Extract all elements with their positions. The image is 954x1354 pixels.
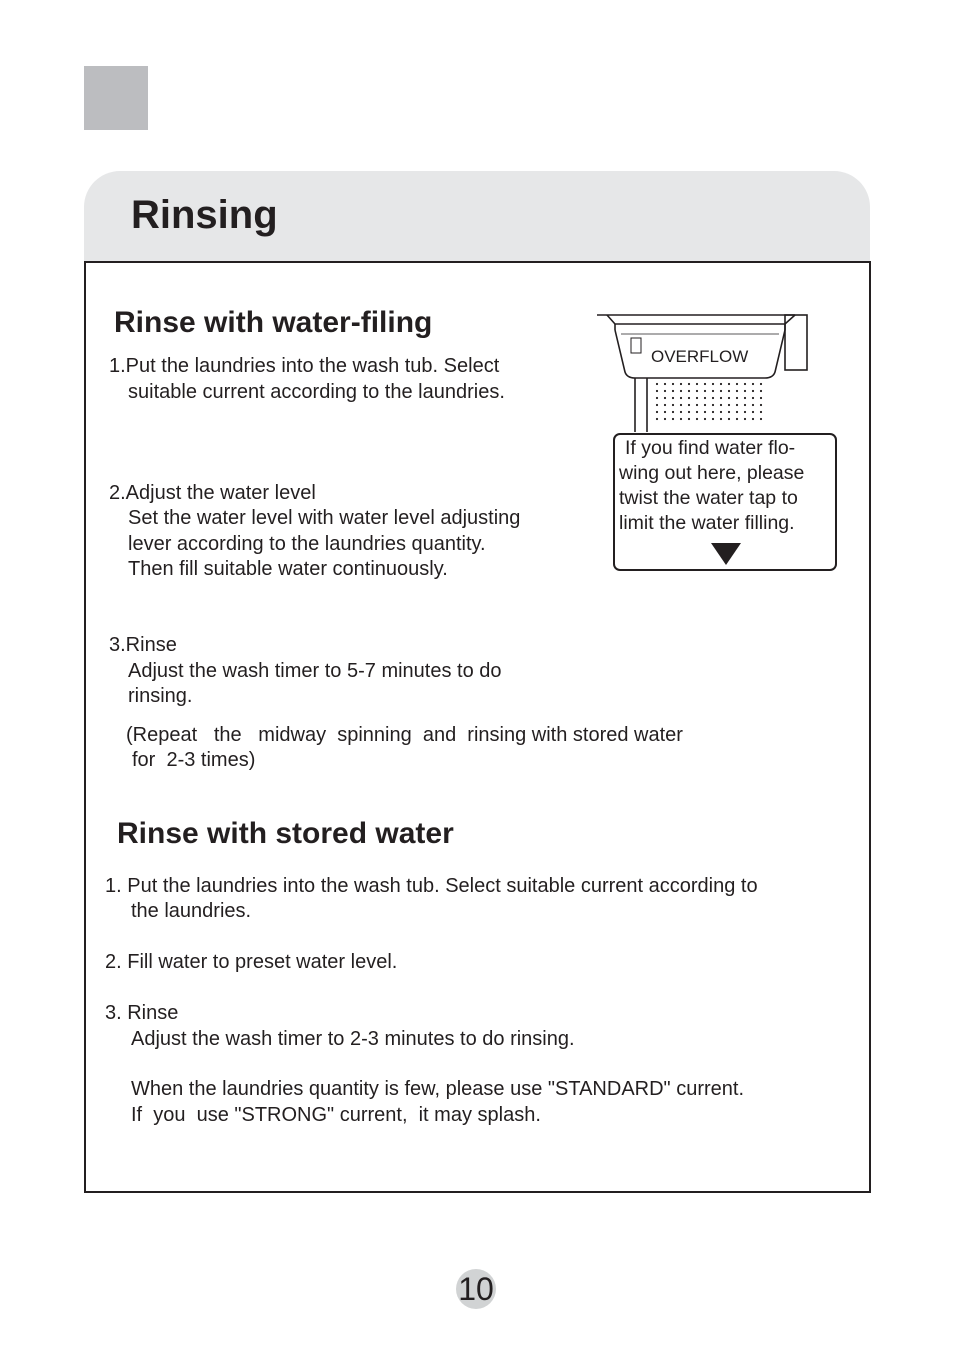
section-heading-stored-water: Rinse with stored water [117,817,454,850]
page-title: Rinsing [131,193,278,237]
down-arrow-icon [711,543,741,565]
page-number: 10 [458,1271,494,1307]
water-filing-step3-title: 3.Rinse [109,634,177,656]
stored-water-step2-line1: 2. Fill water to preset water level. [105,951,398,973]
water-filing-note-line2: for 2-3 times) [132,749,256,771]
callout-line1: If you find water flo- [625,437,796,459]
water-filing-step3-line1: Adjust the wash timer to 5-7 minutes to do [128,660,502,682]
stored-water-step1-line1: 1. Put the laundries into the wash tub. Select suitable current according to [105,875,758,897]
section-marker-square [84,66,148,130]
stored-water-step1-line2: the laundries. [131,900,252,922]
overflow-diagram [595,312,815,432]
water-filing-note-line1: (Repeat the midway spinning and rinsing with stored water [126,724,683,746]
water-filing-step2-title: 2.Adjust the water level [109,482,316,504]
water-filing-step1-line2: suitable current according to the laundries. [128,381,505,403]
water-filing-step3-line2: rinsing. [128,685,193,707]
stored-water-note-line2: If you use "STRONG" current, it may splash. [131,1104,541,1126]
callout-line2: wing out here, please [619,462,805,484]
stored-water-note-line1: When the laundries quantity is few, please use "STANDARD" current. [131,1078,744,1100]
callout-line4: limit the water filling. [619,512,795,534]
water-filing-step2-line2: lever according to the laundries quantity. [128,533,486,555]
callout-line3: twist the water tap to [619,487,798,509]
overflow-label: OVERFLOW [651,347,749,366]
section-heading-water-filing: Rinse with water-filing [114,306,433,339]
water-filing-step2-line1: Set the water level with water level adjusting [128,507,521,529]
overflow-marker-icon [631,338,641,353]
stored-water-step3-title: 3. Rinse [105,1002,179,1024]
stored-water-step3-line1: Adjust the wash timer to 2-3 minutes to do rinsing. [131,1028,575,1050]
water-filing-step2-line3: Then fill suitable water continuously. [128,558,448,580]
water-filing-step1-line1: 1.Put the laundries into the wash tub. Select [109,355,500,377]
